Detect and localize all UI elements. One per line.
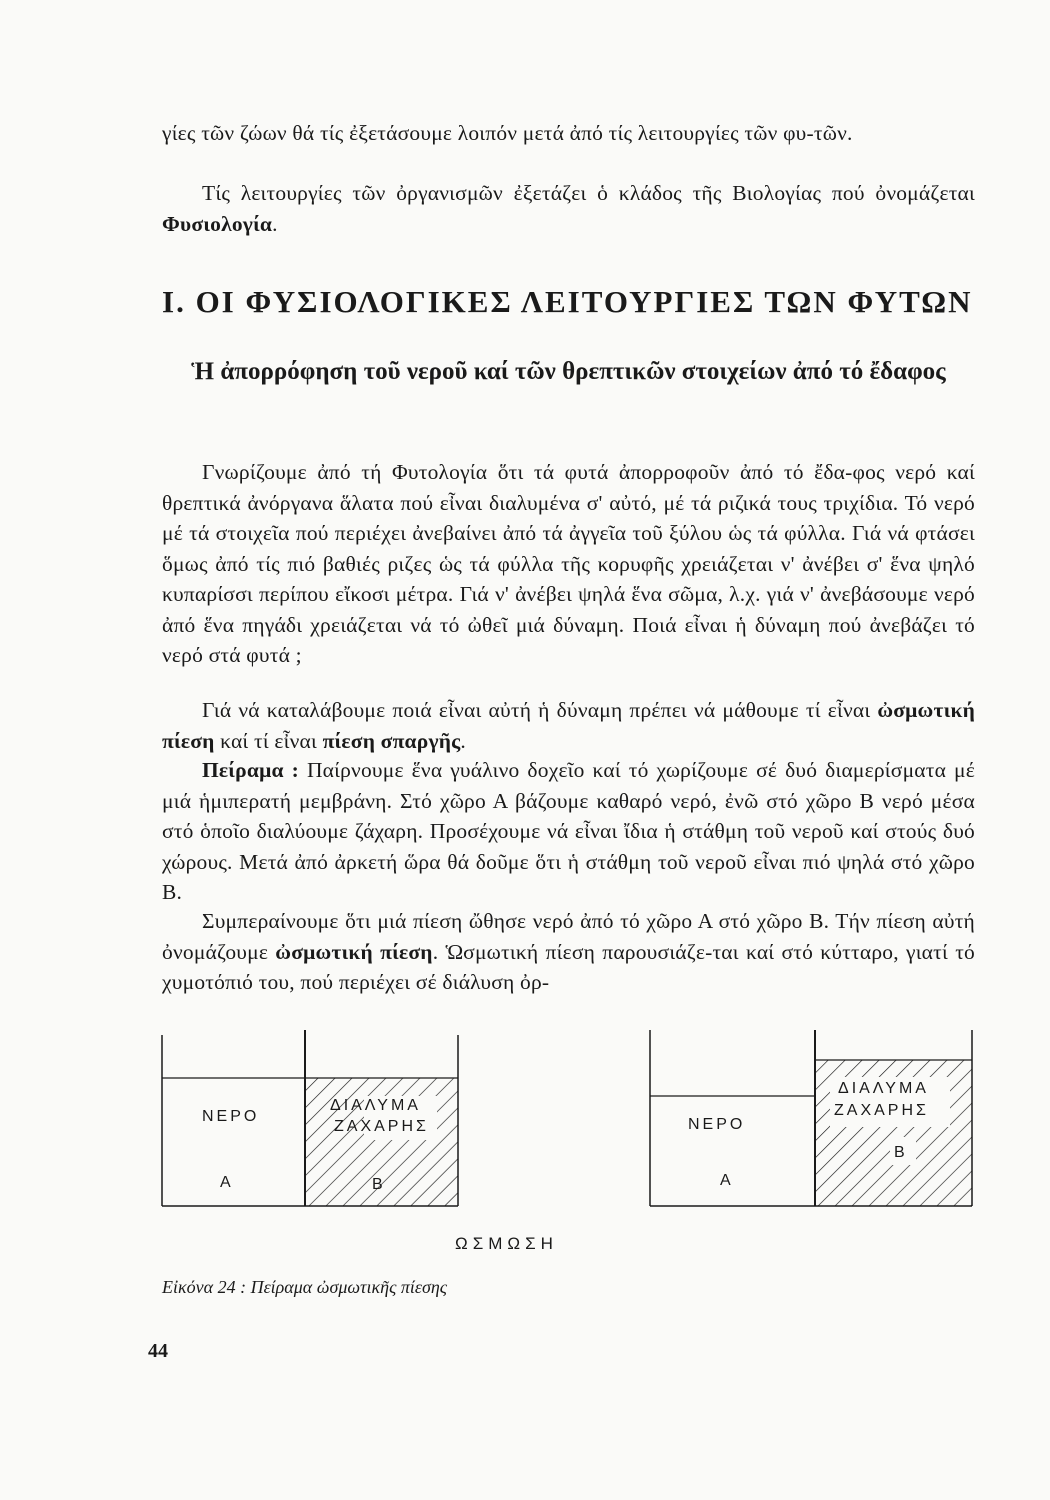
solution-label-line1-before: ΔΙΑΛΥΜΑ (330, 1097, 421, 1114)
osmosis-label: ΩΣΜΩΣΗ (455, 1234, 558, 1253)
water-label-before: ΝΕΡΟ (202, 1108, 260, 1125)
solution-label-line1-after: ΔΙΑΛΥΜΑ (838, 1080, 929, 1097)
figure-caption: Εἰκόνα 24 : Πείραμα ὠσμωτικῆς πίεσης (162, 1277, 448, 1297)
body-paragraph-2: Γιά νά καταλάβουμε ποιά εἶναι αὐτή ἡ δύναμη πρέπει νά μάθουμε τί εἶναι ὠσμωτική πίεση καί τί εἶναι πίεση σπαργῆς. (162, 698, 975, 753)
body-paragraph-1: Γνωρίζουμε ἀπό τή Φυτολογία ὅτι τά φυτά ἀπορροφοῦν ἀπό τό ἔδα-φος νερό καί θρεπτικά ἀνόργανα ἅλατα πού εἶναι διαλυμένα σ' αὐτό, μέ τά ριζικά τους τριχίδια. Τό νερό μέ τά στοιχεῖα πού περιέχει ἀνεβαίνει ἀπό τά ἀγγεῖα τοῦ ξύλου ὡς τά φύλλα. Γιά νά φτάσει ὅμως ἀπό τίς πιό βαθιές ριζες ὡς τά φύλλα τῆς κορυφῆς χρειάζεται ν' ἀνέβει σ' ἕνα ψηλό κυπαρίσσι περίπου εἴκοσι μέτρα. Γιά ν' ἀνέβει ψηλά ἕνα σῶμα, λ.χ. γιά ν' ἀνεβάσουμε νερό ἀπό ἕνα πηγάδι χρειάζεται νά τό ὠθεῖ μιά δύναμη. Ποιά εἶναι ἡ δύναμη πού ἀνεβάζει τό νερό στά φυτά ; (162, 460, 975, 667)
container-after (650, 1030, 972, 1206)
term-physiology: Φυσιολογία (162, 211, 273, 236)
compartment-b-before: Β (372, 1176, 386, 1193)
container-before (162, 1030, 458, 1206)
compartment-a-before: Α (220, 1174, 234, 1191)
continuation-paragraph: γίες τῶν ζώων θά τίς ἐξετάσουμε λοιπόν μετά ἀπό τίς λειτουργίες τῶν φυ-τῶν. (162, 121, 853, 145)
chapter-title: Ι. ΟΙ ΦΥΣΙΟΛΟΓΙΚΕΣ ΛΕΙΤΟΥΡΓΙΕΣ ΤΩΝ ΦΥΤΩΝ (162, 284, 973, 319)
page-number: 44 (148, 1340, 168, 1362)
term-turgor-pressure: πίεση σπαργῆς (322, 728, 461, 753)
term-osmotic-pressure: ὠσμωτική πίεση (162, 698, 975, 753)
experiment-paragraph: Πείραμα : Παίρνουμε ἕνα γυάλινο δοχεῖο καί τό χωρίζουμε σέ δυό διαμερίσματα μέ μιά ἡμιπερατή μεμβράνη. Στό χῶρο Α βάζουμε καθαρό νερό, ἐνῶ στό χῶρο Β νερό μέσα στό ὁποῖο διαλύουμε ζάχαρη. Προσέχουμε νά εἶναι ἴδια ἡ στάθμη τοῦ νεροῦ καί στούς δυό χώρους. Μετά ἀπό ἀρκετή ὥρα θά δοῦμε ὅτι ἡ στάθμη τοῦ νεροῦ εἶναι πιό ψηλά στό χῶρο Β. (162, 758, 975, 904)
section-title: Ἡ ἀπορρόφηση τοῦ νεροῦ καί τῶν θρεπτικῶν στοιχείων ἀπό τό ἔδαφος (191, 358, 946, 385)
compartment-a-after: Α (720, 1172, 734, 1189)
compartment-b-after: Β (894, 1144, 908, 1161)
solution-label-line2-before: ΖΑΧΑΡΗΣ (334, 1118, 429, 1135)
conclusion-paragraph: Συμπεραίνουμε ὅτι μιά πίεση ὤθησε νερό ἀπό τό χῶρο Α στό χῶρο Β. Τήν πίεση αὐτή ὀνομάζουμε ὠσμωτική πίεση. Ὡσμωτική πίεση παρουσιάζε-ται καί στό κύτταρο, γιατί τό χυμοτόπιό του, πού περιέχει σέ διάλυση ὀρ- (162, 909, 975, 994)
physiology-paragraph: Τίς λειτουργίες τῶν ὀργανισμῶν ἐξετάζει ὁ κλάδος τῆς Βιολογίας πού ὀνομάζεται Φυσιολογία. (162, 181, 975, 236)
experiment-label: Πείραμα : (202, 758, 299, 782)
osmosis-diagram (150, 1025, 990, 1265)
water-label-after: ΝΕΡΟ (688, 1116, 746, 1133)
term-osmotic-pressure-2: ὠσμωτική πίεση (275, 939, 433, 964)
solution-label-line2-after: ΖΑΧΑΡΗΣ (834, 1102, 929, 1119)
